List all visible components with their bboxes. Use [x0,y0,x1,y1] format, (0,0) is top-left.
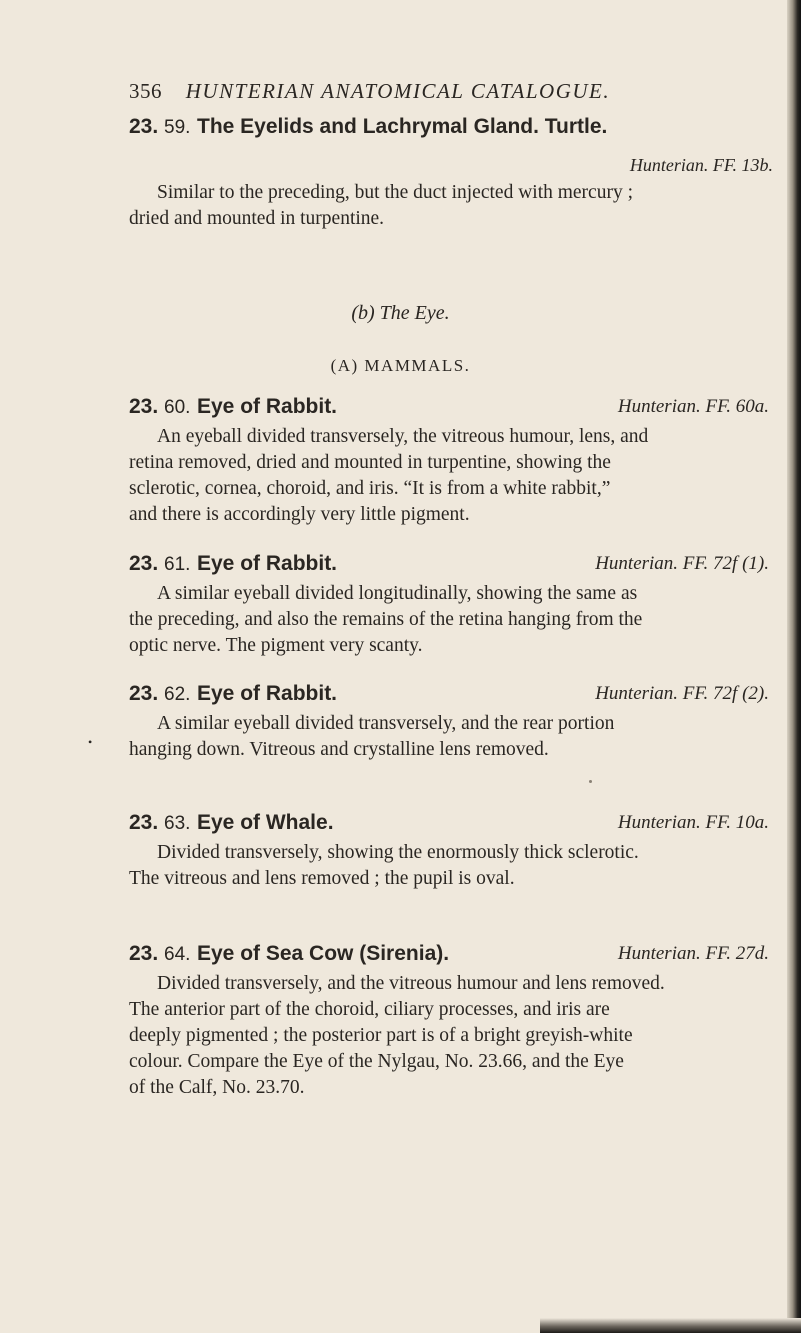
section-title: (b) The Eye. [351,302,450,324]
page-number: 356 [129,79,162,103]
entry-reference: Hunterian. FF. 60a. [617,396,769,417]
section-subtitle: (A) MAMMALS. [330,356,471,375]
page-edge-shadow [787,0,801,1333]
text-line: Divided transversely, and the vitreous humour and lens removed. [157,973,665,994]
running-head [129,79,689,104]
entry-reference: Hunterian. FF. 10a. [617,812,769,833]
entry-description [129,180,777,232]
entry-description [129,711,777,763]
entry-number: 23. 62. [129,682,191,705]
text-line: dried and mounted in turpentine. [129,208,385,229]
entry-heading [129,811,775,839]
entry-heading [129,395,775,423]
text-line: and there is accordingly very little pigment. [129,504,470,525]
text-line: optic nerve. The pigment very scanty. [129,635,423,656]
entry-heading [129,682,775,710]
entry-title: Eye of Whale. [197,811,334,834]
entry-heading [129,552,775,580]
text-line: A similar eyeball divided transversely, and the rear portion [157,713,615,734]
entry-reference: Hunterian. FF. 13b. [629,155,773,175]
entry-description [129,840,777,892]
entry-description [129,581,777,659]
margin-mark: • [88,735,93,749]
entry-title: The Eyelids and Lachrymal Gland. Turtle. [197,115,608,138]
text-line: Divided transversely, showing the enormously thick sclerotic. [157,842,639,863]
entry-description [129,971,777,1101]
text-line: hanging down. Vitreous and crystalline lens removed. [129,739,549,760]
running-title: HUNTERIAN ANATOMICAL CATALOGUE. [185,79,611,103]
entry-description [129,424,777,528]
entry-title: Eye of Sea Cow (Sirenia). [197,942,450,965]
entry-number: 23. 64. [129,942,191,965]
text-line: of the Calf, No. 23.70. [129,1077,305,1098]
entry-number: 23. 63. [129,811,191,834]
entry-title: Eye of Rabbit. [197,395,338,418]
page-bottom-shadow [540,1318,801,1333]
text-line: Similar to the preceding, but the duct injected with mercury ; [157,182,633,203]
entry-number: 23. 60. [129,395,191,418]
text-line: An eyeball divided transversely, the vitreous humour, lens, and [157,426,649,447]
text-line: sclerotic, cornea, choroid, and iris. “It is from a white rabbit,” [129,478,611,499]
text-line: The anterior part of the choroid, ciliary processes, and iris are [129,999,610,1020]
text-line: retina removed, dried and mounted in turpentine, showing the [129,452,611,473]
text-line: deeply pigmented ; the posterior part is of a bright greyish-white [129,1025,633,1046]
entry-number: 23. 61. [129,552,191,575]
text-line: colour. Compare the Eye of the Nylgau, No. 23.66, and the Eye [129,1051,624,1072]
entry-title: Eye of Rabbit. [197,552,338,575]
entry-number: 23. 59. [129,115,191,138]
entry-heading [129,115,775,143]
text-line: The vitreous and lens removed ; the pupil is oval. [129,868,515,889]
text-line: A similar eyeball divided longitudinally, showing the same as [157,583,638,604]
entry-reference: Hunterian. FF. 72f (2). [595,683,769,704]
text-line: the preceding, and also the remains of the retina hanging from the [129,609,643,630]
paper-speck [589,780,592,783]
entry-heading [129,942,775,970]
entry-reference: Hunterian. FF. 72f (1). [595,553,769,574]
entry-title: Eye of Rabbit. [197,682,338,705]
entry-reference: Hunterian. FF. 27d. [617,943,769,964]
